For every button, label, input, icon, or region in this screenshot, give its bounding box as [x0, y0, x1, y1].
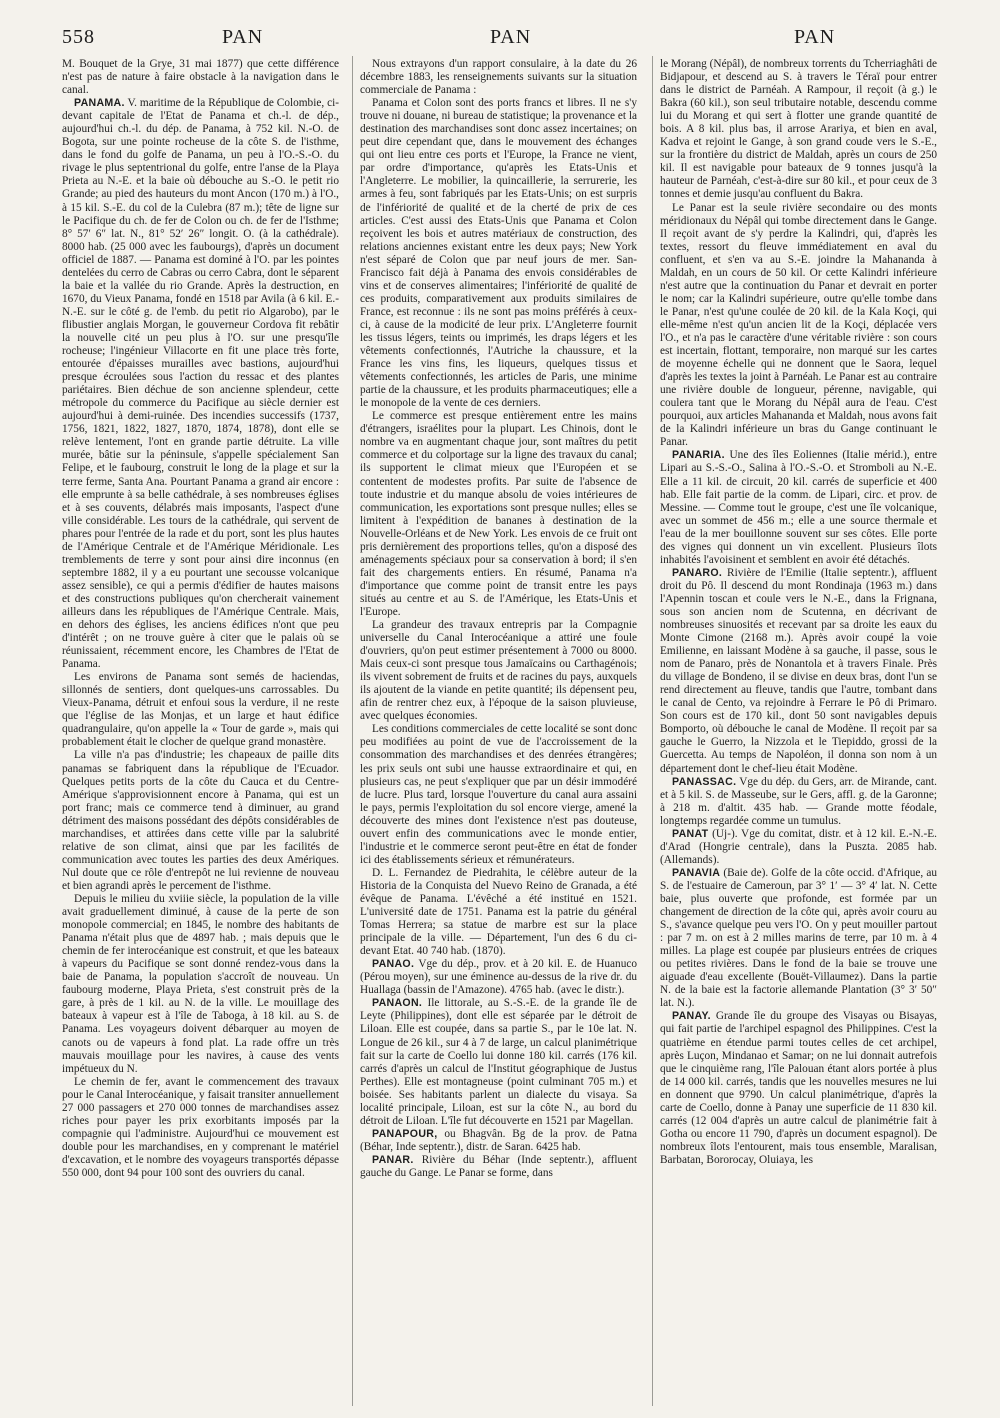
paragraph: [360, 97, 637, 410]
entry-text: Grande île du groupe des Visayas ou Bisayas, qui fait partie de l'archipel espagnol des Philippines. C'est la quatrième en étendue parmi toutes celles de cet archipel, après Luçon, Mindanao et Samar; on ne lui donnait autrefois que le cinquième rang, l'île Palouan étant alors portée à plus de 14 000 kil. carrés, tandis que les nouvelles mesures ne lui en donnent que 9790. Un calcul planimétrique, d'après la carte de Coello, donne à Panay une superficie de 11 830 kil. carrés (12 004 d'après un autre calcul de planimétrie fait à Gotha ou encore 11 790, d'après un document espagnol). De nombreux îlots l'entourent, mais tous ensemble, Maralisan, Barbatan, Bororocay, Oluiaya, les: [660, 1010, 937, 1166]
dictionary-entry: [360, 958, 637, 997]
dictionary-entry: [660, 1010, 937, 1167]
entry-text: D. L. Fernandez de Piedrahita, le célèbre auteur de la Historia de la Conquista del Nuevo Reino de Granada, a été évêque de Panama. L'évêché a été institué en 1521. L'université date de 1751. Panama est la patrie du général Tomas Herrera; sa statue de marbre est sur la place principale de la ville. — Département, l'un des 6 du ci-devant Etat. 40 740 hab. (1870).: [360, 866, 637, 958]
dictionary-entry: [360, 997, 637, 1127]
entry-text: Le commerce est presque entièrement entre les mains d'étrangers, israélites pour la plupart. Les Chinois, dont le nombre va en augmentant chaque jour, sont maîtres du petit commerce et du colportage sur la ligne des travaux du canal; ils supportent le climat mieux que l'Européen et se contentent de modestes profits. Par suite de l'absence de toute industrie et du manque absolu de voies intérieures de communication, les exportations sont presque nulles; elles se limitent à l'expédition de bananes à destination de la Nouvelle-Orléans et de New York. Les envois de ce fruit ont pris dernièrement des proportions telles, qu'on a disposé des aménagements spéciaux pour sa conservation à bord; il s'en fait des chargements entiers. En résumé, Panama n'a d'importance que comme point de transit entre les pays situés au centre et au S. de l'Amérique, les Etats-Unis et l'Europe.: [360, 410, 637, 618]
entry-text: Le Panar est la seule rivière secondaire ou des monts méridionaux du Népâl qui tombe directement dans le Gange. Il reçoit avant de s'y perdre la Kalindri, qui, d'après les textes, ressort du fleuve immédiatement en aval du confluent, et s'en va au S.-E. joindre la Mahananda à Maldah, en un cours de 50 kil. Or cette Kalindri inférieure n'est autre que la continuation du Panar et devrait en porter le nom; car la Kalindri supérieure, outre qu'elle tombe dans le Panar, n'est qu'une coulée de 20 kil. de la Kala Koçi, qui elle-même n'est qu'un ancien lit de la Koçi, déplacée vers l'O., et n'a pas le caractère d'une véritable rivière : son cours est incertain, flottant, temporaire, non marqué sur les cartes de moyenne échelle qui ne donnent que le Saora, lequel d'après les textes la joint à Parnéah. Le Panar est au contraire une rivière double de longueur, pérenne, navigable, qui coulera tant que le Morang du Népâl aura de l'eau. C'est pourquoi, aux articles Mahananda et Maldah, nous avons fait de la Kalindri inférieure un bras du Gange continuant le Panar.: [660, 201, 937, 449]
entry-headword: PANAPOUR,: [372, 1127, 438, 1140]
entry-text: Les environs de Panama sont semés de haciendas, sillonnés de sentiers, dont quelques-uns carrossables. Du Vieux-Panama, détruit et enfoui sous la verdure, il ne reste que l'église de las Monjas, et un large et haut édifice quadrangulaire, qu'on appelle la « Tour de garde », mais qui probablement était le clocher de quelque grand monastère.: [62, 671, 339, 749]
page-header: [62, 26, 974, 56]
running-head-left: PAN: [222, 26, 264, 48]
entry-text: La grandeur des travaux entrepris par la Compagnie universelle du Canal Interocéanique a attiré une foule d'ouvriers, qu'on peut estimer présentement à 7000 ou 8000. Mais ceux-ci sont presque tous Jamaïcains ou Carthagénois; ils vivent sobrement de fruits et de racines du pays, auxquels ils ajoutent de la viande en petite quantité; ils dépensent peu, afin de rentrer chez eux, à l'époque de la saison pluvieuse, avec quelques économies.: [360, 619, 637, 723]
entry-text: (Uj-). Vge du comitat, distr. et à 12 kil. E.-N.-E. d'Arad (Hongrie centrale), dans la Puszta. 2085 hab. (Allemands).: [660, 827, 937, 866]
entry-text: ou Bhagvân. Bg de la prov. de Patna (Béhar, Inde septentr.), distr. de Saran. 6425 hab.: [360, 1127, 637, 1153]
entry-headword: PANASSAC.: [672, 775, 737, 788]
entry-headword: PANARO.: [672, 566, 723, 579]
entry-text: Le chemin de fer, avant le commencement des travaux pour le Canal Interocéanique, y faisait transiter annuellement 27 000 passagers et 270 000 tonnes de marchandises assez riches pour payer les prix exorbitants imposés par la compagnie qui l'administre. Aujourd'hui ce mouvement est double pour les marchandises, en y comprenant le matériel d'excavation, et le nombre des voyageurs transportés dépasse 550 000, dont 94 pour 100 sont des ouvriers du canal.: [62, 1075, 339, 1179]
entry-text: Une des îles Eoliennes (Italie mérid.), entre Lipari au S.-S.-O., Salina à l'O.-S.-O. et Stromboli au N.-E. Elle a 11 kil. de circuit, 20 kil. carrés de superficie et 400 hab. Elle fait partie de la comm. de Lipari, circ. et prov. de Messine. — Comme tout le groupe, c'est une île volcanique, avec un sommet de 456 m.; elle a une source thermale et l'eau de la mer bouillonne souvent sur ses côtes. Elle porte des vignes qui donnent un vin excellent. Plusieurs îlots inhabités l'avoisinent et semblent en avoir été détachés.: [660, 449, 937, 566]
entry-text: Depuis le milieu du xviiie siècle, la population de la ville avait graduellement diminué, à cause de la perte de son monopole commercial; en 1845, le nombre des habitants de Panama n'était plus que de 4897 hab. ; mais depuis que le chemin de fer interocéanique est construit, et que les bateaux à vapeurs du Pacifique se sont donné rendez-vous dans la baie de Panama, la population s'accroît de nouveau. Un faubourg moderne, Playa Prieta, s'est construit près de la gare, à près de 1 kil. au N. de la ville. Le mouillage des bateaux à vapeur est à l'île de Taboga, à 18 kil. au S. de Panama. Les voyageurs doivent débarquer au moyen de canots ou de vapeurs à fond plat. La rade offre un très mauvais mouillage pour les navires, à cause des vents impétueux du N.: [62, 893, 339, 1075]
paragraph: [360, 410, 637, 619]
page-number: 558: [62, 26, 95, 48]
paragraph: [360, 723, 637, 867]
text-column-right: [660, 58, 937, 1403]
dictionary-entry: [360, 1154, 637, 1180]
entry-text: Ile littorale, au S.-S.-E. de la grande île de Leyte (Philippines), dont elle est séparée par le détroit de Liloan. Elle est coupée, dans sa partie S., par le 10e lat. N. Longue de 26 kil., sur 4 à 7 de large, un calcul planimétrique fait sur la carte de Coello lui donne 180 kil. carrés (176 kil. carrés d'après un calcul de l'Institut géographique de Justus Perthes). Elle est montagneuse (point culminant 705 m.) et boisée. Ses habitants parlent un dialecte du visaya. Sa localité principale, Liloan, est sur la côte N., au bord du détroit de Liloan. L'île fut découverte en 1521 par Magellan.: [360, 997, 637, 1127]
paragraph: [62, 893, 339, 1076]
dictionary-entry: [660, 776, 937, 828]
entry-headword: PANAT: [672, 827, 709, 840]
entry-text: Nous extrayons d'un rapport consulaire, à la date du 26 décembre 1883, les renseignements suivants sur la situation commerciale de Panama :: [360, 58, 637, 97]
entry-headword: PANAON.: [372, 997, 423, 1010]
running-head-right: PAN: [794, 26, 836, 48]
paragraph: [360, 867, 637, 958]
entry-headword: PANAMA.: [74, 97, 125, 110]
text-column-left: [62, 58, 339, 1403]
dictionary-entry: [360, 1128, 637, 1154]
entry-text: Rivière de l'Emilie (Italie septentr.), affluent droit du Pô. Il descend du mont Rondinaja (1963 m.) dans l'Apennin toscan et coule vers le N.-E., dans la Frignana, sous son ancien nom de Scutenna, en décrivant de nombreuses sinuosités et recevant par sa droite les eaux du Monte Cimone (2168 m.). Après avoir coupé la voie Emilienne, en laissant Modène à sa gauche, il passe, sous le nom de Panaro, près de Nonantola et à travers Finale. Près du village de Bondeno, il se divise en deux bras, dont l'un se rend directement au fleuve, tandis que l'autre, tombant dans le canal de Cento, va rejoindre à Ferrare le Pô di Primaro. Son cours est de 170 kil., dont 50 sont navigables depuis Bomporto, où débouche le canal de Modène. Il reçoit par sa gauche le Guerro, la Nizzola et le Tiepiddo, grossi de la Guercetta. Au temps de Napoléon, il donna son nom à un département dont le chef-lieu était Modène.: [660, 566, 937, 775]
dictionary-entry: [62, 97, 339, 671]
column-divider: [352, 56, 353, 1406]
entry-headword: PANARIA.: [672, 449, 725, 462]
entry-text: Vge du dép., prov. et à 20 kil. E. de Huanuco (Pérou moyen), sur une éminence au-dessus de la rive dr. du Huallaga (bassin de l'Amazone). 4765 hab. (avec le distr.).: [360, 958, 637, 997]
paragraph: [660, 58, 937, 202]
paragraph: [62, 58, 339, 97]
paragraph: [660, 202, 937, 450]
entry-text: Rivière du Béhar (Inde septentr.), affluent gauche du Gange. Le Panar se forme, dans: [360, 1153, 637, 1179]
paragraph: [62, 671, 339, 749]
entry-text: (Baie de). Golfe de la côte occid. d'Afrique, au S. de l'estuaire de Cameroun, par 3° 1′ — 3° 4′ lat. N. Cette baie, plus ouverte que profonde, est formée par un changement de direction de la côte qui, après avoir couru au S., s'avance quelque peu vers l'O. On y peut mouiller partout : par 7 m. on est à 2 milles marins de terre, par 10 m. à 4 milles. La plage est coupée par plusieurs entrées de criques ou petites rivières. Dans le fond de la baie se trouve une aiguade d'eau excellente (Bouët-Villaumez). Dans la partie N. de la baie est la factorie allemande Plantation (3° 3′ 50″ lat. N.).: [660, 866, 937, 1010]
dictionary-entry: [660, 567, 937, 776]
entry-headword: PANAVIA: [672, 866, 721, 879]
dictionary-entry: [660, 867, 937, 1011]
running-head-center: PAN: [490, 26, 532, 48]
entry-text: Les conditions commerciales de cette localité se sont donc peu modifiées au point de vue de l'accroissement de la consommation des marchandises et des denrées étrangères; les prix seuls ont subi une hausse extraordinaire et qui, en plusieurs cas, ne peut s'expliquer que par un désir immodéré de lucre. Plus tard, lorsque l'ouverture du canal aura assaini le pays, permis l'exploitation du sol encore vierge, amené la découverte des mines dont l'existence n'est pas douteuse, ouvert enfin des communications avec le monde entier, l'industrie et le commerce seront peut-être en état de fonder ici des établissements sérieux et rémunérateurs.: [360, 723, 637, 866]
entry-headword: PANAR.: [372, 1153, 414, 1166]
entry-text: le Morang (Népâl), de nombreux torrents du Tcherriaghâti de Bidjapour, et descend au S. à travers le Téraï pour entrer dans le district de Parnéah. A Rampour, il reçoit (à g.) le Bakra (60 kil.), son seul tributaire notable, descendu comme lui du Morang et qui sert à flotter une grande quantité de bois. A 8 kil. plus bas, il arrose Arariya, et bien en aval, Kadva et rejoint le Gange, à son grand coude vers le S.-E., sur la frontière du district de Maldah, après un cours de 250 kil. Il est navigable pour bateaux de 9 tonnes jusqu'à la hauteur de Parnéah, c'est-à-dire sur 80 kil., et pour ceux de 3 tonnes et demie jusqu'au confluent du Bakra.: [660, 58, 937, 201]
column-divider: [652, 56, 653, 1406]
paragraph: [62, 1076, 339, 1180]
text-column-middle: [360, 58, 637, 1403]
entry-text: La ville n'a pas d'industrie; les chapeaux de paille dits panamas se fabriquent dans la république de l'Ecuador. Quelques petits ports de la côte du Cauca et du Centre-Amérique s'approvisionnent encore à Panama, qui est un port franc; mais ce commerce tend à diminuer, au grand détriment des maisons possédant des dépôts considérables de marchandises, et attirées dans cette ville par la salubrité relative de son climat, ainsi que par les facilités de communication avec toutes les parties des deux Amériques. Nul doute que ce rôle d'entrepôt ne lui revienne de nouveau et bien agrandi après le percement de l'isthme.: [62, 749, 339, 892]
entry-text: M. Bouquet de la Grye, 31 mai 1877) que cette différence n'est pas de nature à faire obstacle à la navigation dans le canal.: [62, 58, 339, 97]
paragraph: [360, 58, 637, 97]
entry-text: Panama et Colon sont des ports francs et libres. Il ne s'y trouve ni douane, ni bureau de statistique; la provenance et la destination des marchandises sont donc assez incertaines; on peut dire cependant que, dans le mouvement des échanges qui ont lieu entre ces ports et l'Europe, la France ne vient, par ordre d'importance, qu'après les Etats-Unis et l'Angleterre. Le mobilier, la quincaillerie, la serrurerie, les armes à feu, sont fabriqués par les Etats-Unis; on est surpris de l'infériorité de qualité et de la cherté de prix de ces articles. C'est aussi des Etats-Unis que Panama et Colon reçoivent les bois et autres matériaux de construction, des relations anciennes existant entre les deux pays; New York n'est séparé de Colon que par neuf jours de mer. San-Francisco fait déjà à Panama des envois considérables de vins et de conserves alimentaires; l'infériorité de qualité de ces produits, comparativement aux produits similaires de France, est reconnue : ils ne sont pas moins préférés à ceux-ci, à cause de la modicité de leur prix. L'Angleterre fournit les tissus légers, teints ou imprimés, les draps légers et les vêtements confectionnés, l'Autriche la chaussure, et la France les vins fins, les liqueurs, quelques tissus et vêtements confectionnés, les articles de Paris, une minime partie de la chaussure, et les produits pharmaceutiques; elle a le monopole de la vente de ces derniers.: [360, 97, 637, 410]
paragraph: [62, 749, 339, 893]
dictionary-entry: [660, 828, 937, 867]
dictionary-entry: [660, 449, 937, 566]
entry-headword: PANAY.: [672, 1010, 711, 1023]
paragraph: [360, 619, 637, 723]
entry-text: V. maritime de la République de Colombie, ci-devant capitale de l'Etat de Panama et ch.-l. de dép., aujourd'hui ch.-l. du dép. de Panama, à 752 kil. N.-O. de Bogota, sur une pointe rocheuse de la côte S. de l'isthme, dans le fond du golfe de Panama, un peu à l'O.-S.-O. du rivage le plus septentrional du golfe, entre l'anse de la Playa Prieta au N.-E. et la baie où débouche au S.-O. le petit rio Grande; au pied des hauteurs du mont Ancon (170 m.) à l'O., à 15 kil. S.-E. du col de la Culebra (87 m.); tête de ligne sur le Pacifique du ch. de fer de Colon ou ch. de fer de l'Isthme; 8° 57′ 6″ lat. N., 81° 52′ 26″ longit. O. (à la cathédrale). 8000 hab. (25 000 avec les faubourgs), d'après un document officiel de 1887. — Panama est dominé à l'O. par les pointes dentelées du cerro de Cabras ou cerro Cabra, dont le séparent la baie et la vallée du rio Grande. Après la destruction, en 1670, du Vieux Panama, fondé en 1518 par Avila (à 6 kil. E.-N.-E. sur le côté g. de l'emb. du petit rio Algarobo), par le flibustier anglais Morgan, le gouverneur Cordova fit rebâtir la nouvelle cité un peu plus à l'O. sur une presqu'île rocheuse; l'ingénieur Villacorte en fit une place très forte, entourée d'épaisses murailles avec bastions, aujourd'hui presque écroulées sous l'action du ressac et des plantes pariétaires. Bien déchue de son ancienne splendeur, cette métropole du commerce du Pacifique au siècle dernier est aujourd'hui à demi-ruinée. Des incendies successifs (1737, 1756, 1821, 1822, 1827, 1870, 1874, 1878), dont elle se relève lentement, l'ont en grande partie détruite. La ville murée, bâtie sur la péninsule, s'appelle spécialement San Felipe, et le faubourg, construit le long de la plage et sur la terre ferme, Santa Ana. Pourtant Panama a grand air encore : elle emprunte à sa belle cathédrale, à ses nombreuses églises et à ses couvents, délabrés mais imposants, l'aspect d'une ville considérable. Les tours de la cathédrale, qui servent de phares pour l'entrée de la rade et du port, sont les plus hautes de l'Amérique Centrale et de l'Amérique Méridionale. Les tremblements de terre y sont pour ainsi dire inconnus (en septembre 1882, il y a eu pourtant une secousse volcanique assez sensible), ce qui a permis d'édifier de hautes maisons et des constructions publiques qu'on chercherait vainement ailleurs dans les républiques de l'Amérique Centrale. Mais, en dehors des églises, les anciens édifices n'ont que peu d'intérêt ; on ne trouve guère à citer que le palais où se réunissaient, récemment encore, les Chambres de l'Etat de Panama.: [62, 97, 339, 671]
entry-headword: PANAO.: [372, 958, 415, 971]
entry-text: Vge du dép. du Gers, arr. de Mirande, cant. et à 5 kil. S. de Masseube, sur le Gers, affl. g. de la Garonne; à 218 m. d'altit. 435 hab. — Grande motte féodale, longtemps regardée comme un tumulus.: [660, 775, 937, 827]
